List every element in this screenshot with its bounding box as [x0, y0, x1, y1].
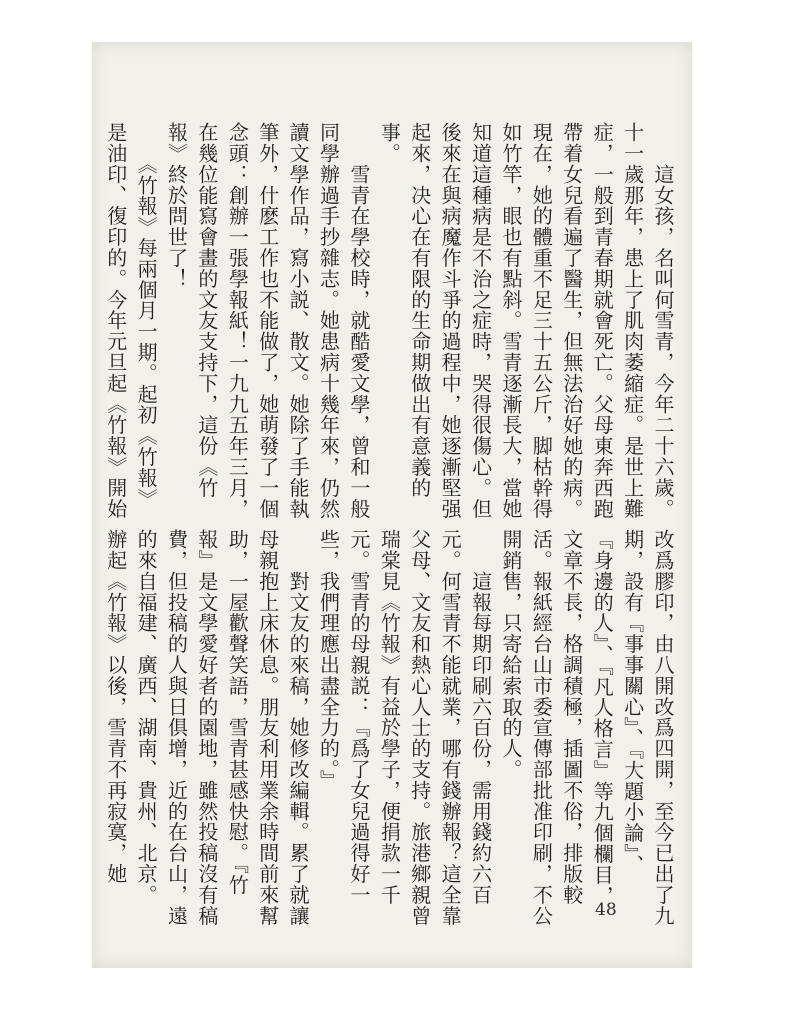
text-column: 活。報紙經台山市委宣傳部批准印刷，不公	[529, 529, 554, 927]
text-column: 對文友的來稿，她修改編輯。累了就讓	[286, 529, 311, 927]
text-column: 報』是文學愛好者的園地，雖然投稿沒有稿	[194, 529, 219, 927]
text-column: 《竹報》每兩個月一期。起初《竹報》	[134, 122, 159, 510]
text-column: 費，但投稿的人與日俱增，近的在台山，遠	[164, 529, 189, 927]
text-column: 後來在與病魔作斗爭的過程中，她逐漸堅强	[438, 122, 463, 520]
text-column: 的來自福建、廣西、湖南、貴州、北京。	[134, 529, 159, 906]
text-column: 期，設有『事事關心』、『大題小論』、	[620, 529, 645, 876]
text-column: 念頭：創辦一張學報紙！一九九五年三月，	[225, 122, 250, 520]
text-column: 事。	[377, 122, 402, 164]
text-column: 是油印、復印的。今年元旦起《竹報》開始	[103, 122, 128, 520]
text-column: 報》終於問世了！	[164, 122, 189, 290]
text-column: 如竹竿，眼也有點斜。雪青逐漸長大，當她	[498, 122, 523, 520]
text-column: 父母、文友和熱心人士的支持。旅港鄉親曾	[407, 529, 432, 927]
text-column: 『身邊的人』、『凡人格言』等九個欄目，	[590, 529, 615, 907]
text-column: 十一歲那年，患上了肌肉萎縮症。是世上難	[620, 122, 645, 520]
text-column: 這女孩，名叫何雪青，今年二十六歲。	[651, 122, 675, 520]
text-column: 症，一般到青春期就會死亡。父母東奔西跑	[590, 122, 615, 520]
text-column: 同學辦過手抄雜志。她患病十幾年來，仍然	[316, 122, 341, 520]
text-column: 筆外，什麽工作也不能做了，她萌發了一個	[255, 122, 280, 520]
text-column: 改爲膠印，由八開改爲四開，至今已出了九	[651, 529, 675, 927]
text-column: 助，一屋歡聲笑語，雪青甚感快慰。『竹	[225, 529, 250, 896]
text-column: 文章不長，格調積極，插圖不俗，排版較	[559, 529, 584, 906]
text-column: 元。何雪青不能就業，哪有錢辦報？這全靠	[438, 529, 463, 927]
text-column: 起來，决心在有限的生命期做出有意義的	[407, 122, 432, 499]
text-column: 開銷售，只寄給索取的人。	[498, 529, 523, 780]
book-page	[92, 42, 692, 968]
lower-text-block	[100, 529, 678, 939]
text-column: 元。雪青的母親説：『爲了女兒過得好一	[346, 529, 371, 906]
text-column: 雪青在學校時，就酷愛文學，曾和一般	[346, 122, 371, 520]
page-number: 48	[595, 900, 617, 920]
text-column: 這報每期印刷六百份，需用錢約六百	[468, 529, 493, 906]
text-column: 瑞棠見《竹報》有益於學子，便捐款一千	[377, 529, 402, 906]
text-column: 知道這種病是不治之症時，哭得很傷心。但	[468, 122, 493, 520]
text-column: 在幾位能寫會畫的文友支持下，這份《竹	[194, 122, 219, 499]
text-column: 母親抱上床休息。朋友利用業余時間前來幫	[255, 529, 280, 927]
upper-text-block	[100, 122, 678, 532]
text-column: 讀文學作品，寫小説、散文。她除了手能執	[286, 122, 311, 520]
text-column: 辦起《竹報》以後，雪青不再寂寞，她	[103, 529, 128, 885]
text-column: 現在，她的體重不足三十五公斤，脚枯幹得	[529, 122, 554, 520]
text-column: 些，我們理應出盡全力的。』	[316, 529, 341, 791]
text-column: 帶着女兒看遍了醫生，但無法治好她的病。	[559, 122, 584, 520]
